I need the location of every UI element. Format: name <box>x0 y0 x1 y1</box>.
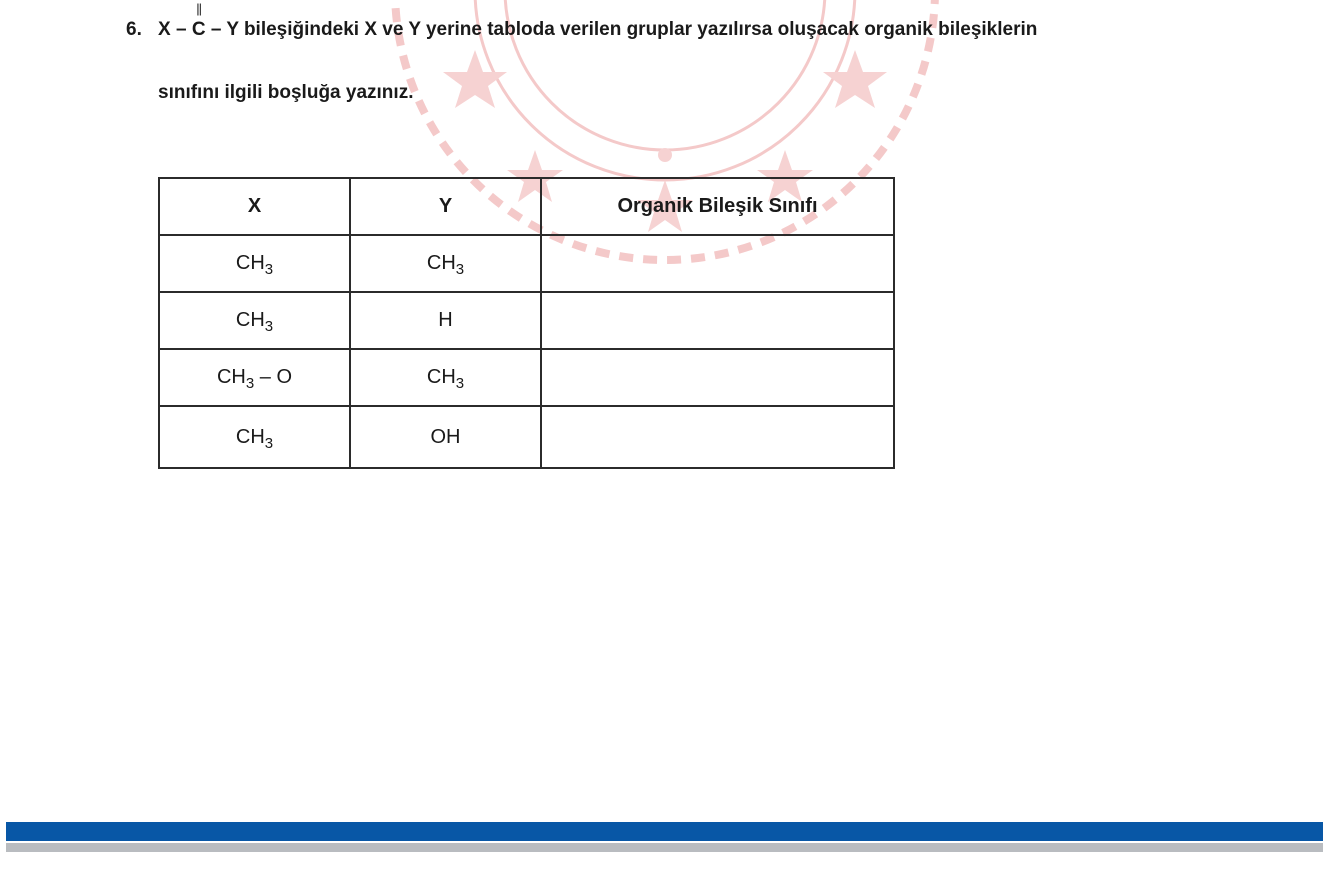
question-line-1 <box>126 1 1038 41</box>
cell-x: $CH_3$ – O <box>159 349 350 406</box>
formula-bond-2: – <box>205 19 227 40</box>
table-row <box>159 235 894 292</box>
cell-y: $CH_3$ <box>350 349 541 406</box>
answer-cell[interactable] <box>541 406 894 468</box>
carbon-symbol: C <box>191 19 206 40</box>
footer-blue-bar <box>6 822 1323 841</box>
table-row <box>159 292 894 349</box>
formula-x: X <box>158 19 171 40</box>
table-row <box>159 406 894 468</box>
cell-y: OH <box>350 406 541 468</box>
double-bond-mark: || <box>196 1 202 16</box>
header-y: Y <box>350 178 541 235</box>
table-header-row <box>159 178 894 235</box>
groups-table <box>158 177 895 469</box>
cell-x: $CH_3$ <box>159 406 350 468</box>
formula-bond-1: – <box>170 19 192 40</box>
cell-x: $CH_3$ <box>159 292 350 349</box>
question-number: 6. <box>126 19 142 40</box>
header-x: X <box>159 178 350 235</box>
answer-cell[interactable] <box>541 349 894 406</box>
formula-carbonyl-carbon <box>191 1 206 41</box>
cell-y: $CH_3$ <box>350 235 541 292</box>
footer-gray-stripe <box>6 843 1323 852</box>
cell-y: H <box>350 292 541 349</box>
question-text-1: bileşiğindeki X ve Y yerine tabloda verilen gruplar yazılırsa oluşacak organik bileşiklerin <box>238 19 1038 40</box>
question-line-2: sınıfını ilgili boşluğa yazınız. <box>158 82 414 103</box>
cell-x: $CH_3$ <box>159 235 350 292</box>
header-class: Organik Bileşik Sınıfı <box>541 178 894 235</box>
answer-cell[interactable] <box>541 292 894 349</box>
formula-y: Y <box>226 19 239 40</box>
table-row <box>159 349 894 406</box>
answer-cell[interactable] <box>541 235 894 292</box>
